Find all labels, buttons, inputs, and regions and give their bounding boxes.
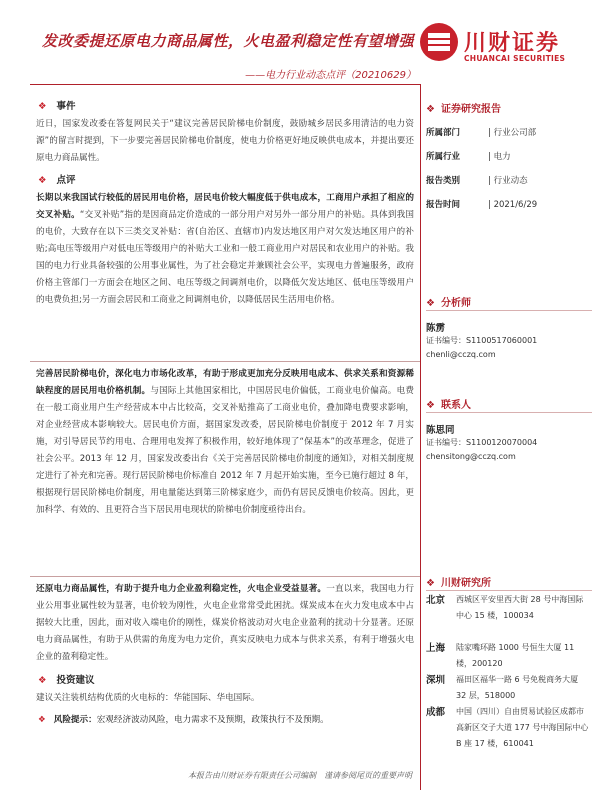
analyst-cert: 证书编号：S1100517060001 [426,336,538,345]
diamond-bullet-icon: ❖ [38,715,46,725]
contact-name: 陈思同 [426,425,455,436]
company-logo [418,22,590,74]
office-city-shanghai: 上海 [426,643,446,654]
analyst-email[interactable]: chenli@cczq.com [426,350,496,359]
analyst-divider [426,310,592,311]
info-row-industry: 所属行业 | 电力 [426,152,511,162]
event-paragraph: 近日，国家发改委在答复网民关于“建议完善居民阶梯电价制度，鼓励城乡居民多用清洁的电力资源”的留言时提到，下一步要完善居民阶梯电价制度，使电力价格更好地反映供电成本，并提出要还原电力商品属性。 [36,119,414,163]
office-city-shenzhen: 深圳 [426,675,446,686]
risk-notice: ❖ 风险提示：宏观经济波动风险，电力需求不及预期，政策执行不及预期。 [38,715,329,725]
diamond-bullet-icon: ❖ [38,175,47,186]
institute-divider [426,590,592,591]
comment-paragraph-1: 长期以来我国试行较低的居民用电价格，居民电价较大幅度低于供电成本，工商用户承担了相应的交叉补贴。“交叉补贴”指的是因商品定价造成的一部分用户对另外一部分用户的补贴。具体到我国的电价，大致存在以下三类交叉补贴：省(自治区、直辖市)内发达地区用户对欠发达地区用户的补贴;高电压等级用户对低电压等级用户的补贴大工业和一般工商业用户对居民和农业用户的补贴。我国的电力行业具备较强的公用事业属性，为了社会稳定并兼顾社会公平，实现电力普遍服务，政府价格主管部门一方面会在地区之间、电压等级之间调剂电价，以降低欠发达地区、低电压等级用户的电费负担;另一方面会居民和工商业之间调剂电价，以降低居民生活用电价格。 [36,193,414,305]
contact-email[interactable]: chensitong@cczq.com [426,452,516,461]
office-city-chengdu: 成都 [426,707,446,718]
office-address-shenzhen: 福田区福华一路 6 号免税商务大厦 32 层，518000 [456,675,579,700]
report-subtitle: ——电力行业动态点评（20210629） [245,70,416,81]
paragraph-divider [30,576,420,577]
advice-paragraph: 建议关注装机结构优质的火电标的：华能国际、华电国际。 [36,693,260,703]
logo-mark-icon [420,23,458,61]
info-row-category: 报告类别 | 行业动态 [426,176,528,186]
logo-text-en: CHUANCAI SECURITIES [464,54,566,63]
office-address-shanghai: 陆家嘴环路 1000 号恒生大厦 11 楼，200120 [456,643,575,668]
diamond-bullet-icon: ❖ [38,101,47,112]
page-footer: 本报告由川财证券有限责任公司编制 谨请参阅尾页的重要声明 [188,771,412,780]
contact-heading: ❖ 联系人 [426,400,471,411]
analyst-name: 陈雳 [426,323,446,334]
office-address-beijing: 西城区平安里西大街 28 号中海国际中心 15 楼，100034 [456,595,584,620]
report-title: 发改委提还原电力商品属性，火电盈利稳定性有望增强 [42,32,415,50]
analyst-heading: ❖ 分析师 [426,298,471,309]
diamond-bullet-icon: ❖ [426,298,435,309]
section-comment-heading: ❖ 点评 [38,175,76,186]
logo-text-cn: 川财证券 [464,31,561,56]
diamond-bullet-icon: ❖ [426,578,435,589]
report-type-heading: ❖ 证券研究报告 [426,104,501,115]
section-advice-heading: ❖ 投资建议 [38,675,95,686]
section-event-heading: ❖ 事件 [38,101,76,112]
info-row-department: 所属部门 | 行业公司部 [426,128,537,138]
office-address-chengdu: 中国（四川）自由贸易试验区成都市高新区交子大道 177 号中海国际中心 B 座 17 楼，610041 [456,707,589,748]
comment-paragraph-3: 还原电力商品属性，有助于提升电力企业盈利稳定性，火电企业受益显著。一直以来，我国电力行业公用事业属性较为显著，电价较为刚性，火电企业常常受此困扰。煤炭成本在火力发电成本中占据较大比重，因此，面对收入端电价的刚性，煤炭价格波动对火电企业盈利的扰动十分显著。还原电力商品属性，有助于从供需的角度为电力定价，真实反映电力成本与供求关系，有利于增强火电企业的盈利稳定性。 [36,584,414,662]
institute-heading: ❖ 川财研究所 [426,578,491,589]
header-divider [30,84,420,85]
diamond-bullet-icon: ❖ [38,675,47,686]
comment-paragraph-2: 完善居民阶梯电价，深化电力市场化改革，有助于形成更加充分反映用电成本、供求关系和资源稀缺程度的居民用电价格机制。与国际上其他国家相比，中国居民电价偏低，工商业电价偏高。电费在一般工商业用户生产经营成本中占比较高，交叉补贴推高了工商业电价，叠加降电费要求影响，对企业经营成本影响较大。居民电价方面，据国家发改委，居民阶梯电价制度于 2012 年 7 月实施，对引导居民节约用电、合理用电发挥了积极作用，较好地体现了“保基本”的改革理念，促进了社会公平。2013 年 12 月，国家发改委出台《关于完善居民阶梯电价制度的通知》，对相关制度规定进行了补充和完善。现行居民阶梯电价标准自 2012 年 7 月起开始实施，至今已施行超过 8 年，根据现行居民阶梯电价制度，用电量能达到第三阶梯家庭少，而仍有居民反馈电价较高。因此，更加科学、有效的、且更符合当下居民用电现状的阶梯电价制度亟待出台。 [36,369,414,515]
diamond-bullet-icon: ❖ [426,400,435,411]
contact-divider [426,412,592,413]
paragraph-divider [30,361,420,362]
diamond-bullet-icon: ❖ [426,104,435,115]
contact-cert: 证书编号：S1100120070004 [426,438,538,447]
info-row-date: 报告时间 | 2021/6/29 [426,200,538,210]
office-city-beijing: 北京 [426,595,446,606]
column-divider [420,84,421,790]
